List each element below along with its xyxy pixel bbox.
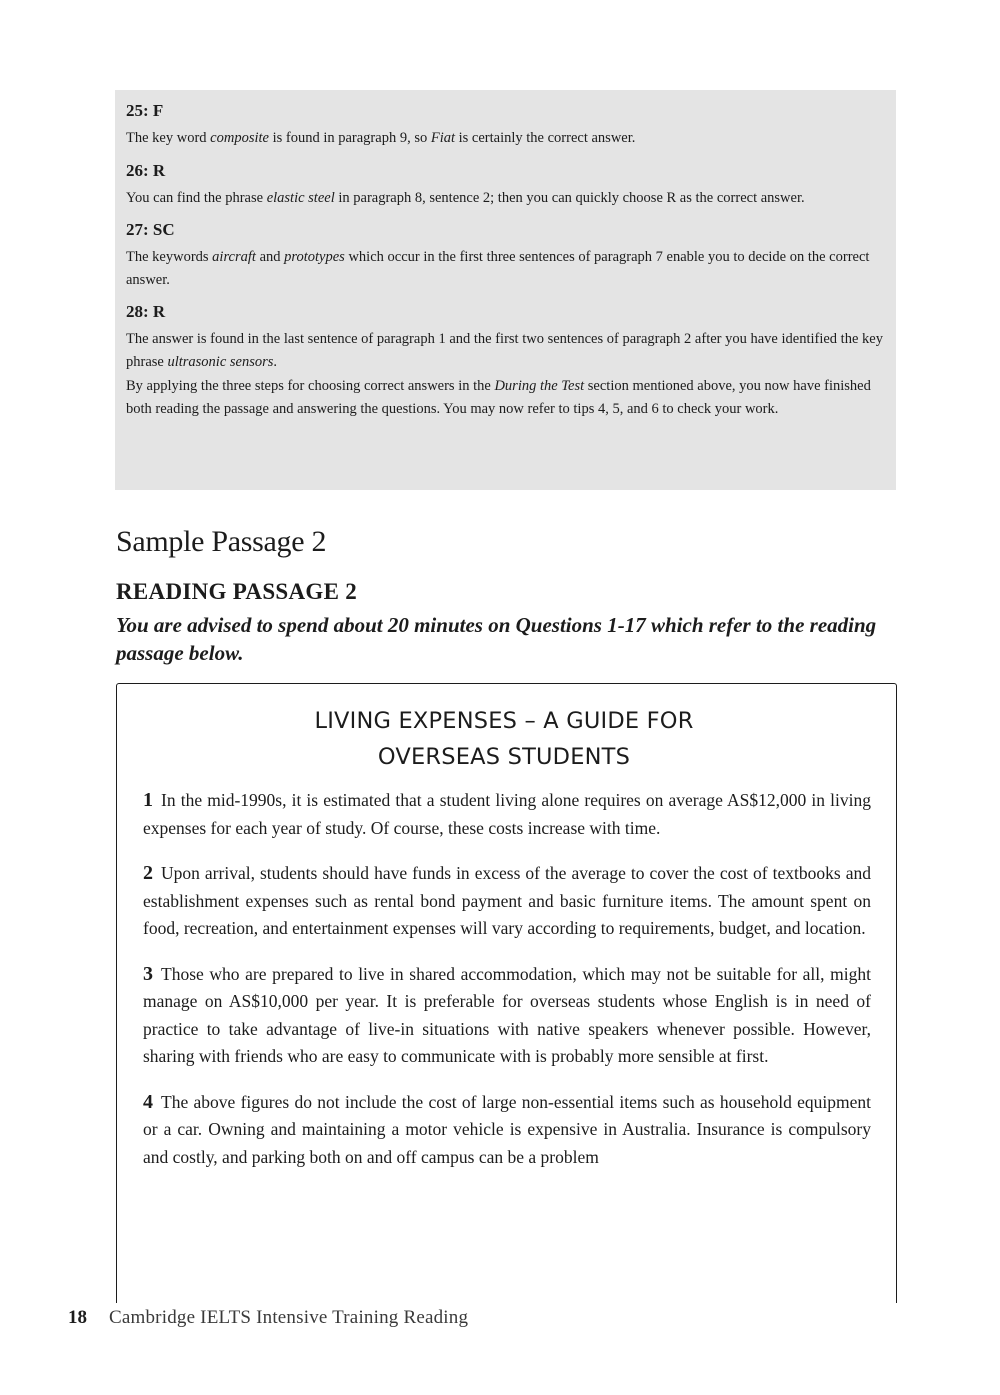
paragraph-number: 3	[143, 962, 153, 985]
passage-body	[143, 787, 871, 1189]
answer-explanation: You can find the phrase elastic steel in paragraph 8, sentence 2; then you can quickly choose R as the correct answer.	[126, 189, 805, 206]
paragraph-number: 4	[143, 1090, 153, 1113]
answer-heading: 27: SC	[126, 220, 175, 239]
answer-item	[126, 301, 884, 373]
page-number: 18	[68, 1307, 87, 1328]
paragraph	[143, 860, 871, 943]
passage-heading-text: LIVING EXPENSES – A GUIDE FOR OVERSEAS STUDENTS	[314, 708, 694, 770]
paragraph-number: 1	[143, 789, 153, 811]
paragraph-text: In the mid-1990s, it is estimated that a student living alone requires on average AS$12,000 in living expenses for each year of study. Of course, these costs increase with time.	[143, 790, 871, 838]
paragraph-text: Upon arrival, students should have funds in excess of the average to cover the cost of textbooks and establishment expenses such as rental bond payment and basic furniture items. The amount spent on food, recreation, and entertainment expenses will vary according to requirements, budget, and location.	[143, 863, 871, 938]
paragraph	[143, 961, 871, 1071]
paragraph-number: 2	[143, 862, 153, 884]
answer-explanation: The answer is found in the last sentence of paragraph 1 and the first two sentences of paragraph 2 after you have identified the key phrase ultrasonic sensors.	[126, 331, 883, 370]
page-footer	[68, 1305, 468, 1331]
sample-passage-title: Sample Passage 2	[116, 525, 327, 558]
passage-heading	[0, 703, 1000, 775]
answer-key-box	[115, 90, 896, 490]
answer-heading: 28: R	[126, 302, 166, 321]
answer-explanation: The keywords aircraft and prototypes which occur in the first three sentences of paragraph 7 enable you to decide on the correct answer.	[126, 249, 870, 288]
answer-explanation: The key word composite is found in paragraph 9, so Fiat is certainly the correct answer.	[126, 130, 636, 146]
paragraph	[143, 1089, 871, 1172]
reading-passage-title: READING PASSAGE 2	[116, 579, 358, 604]
closing-note: By applying the three steps for choosing correct answers in the During the Test section mentioned above, you now have finished both reading the passage and answering the questions. You may now refer to tips 4, 5, and 6 to check your work.	[126, 378, 871, 417]
answer-item	[126, 219, 884, 291]
paragraph-text: Those who are prepared to live in shared accommodation, which may not be suitable for all, might manage on AS$10,000 per year. It is preferable for overseas students whose English is in need of practice to take advantage of live-in situations with native speakers whenever possible. However, sharing with friends who are easy to communicate with is probably more sensible at first.	[143, 963, 871, 1066]
answer-item	[126, 100, 884, 150]
answer-heading: 25: F	[126, 101, 164, 120]
paragraph-text: The above figures do not include the cost of large non-essential items such as household equipment or a car. Owning and maintaining a motor vehicle is expensive in Australia. Insurance is compulsory and costly, and parking both on and off campus can be a problem	[143, 1091, 871, 1167]
paragraph	[143, 787, 871, 842]
answer-heading: 26: R	[126, 160, 166, 180]
book-title: Cambridge IELTS Intensive Training Reading	[109, 1307, 469, 1328]
answer-item	[126, 160, 884, 210]
instructions: You are advised to spend about 20 minutes on Questions 1-17 which refer to the reading passage below.	[116, 613, 877, 665]
